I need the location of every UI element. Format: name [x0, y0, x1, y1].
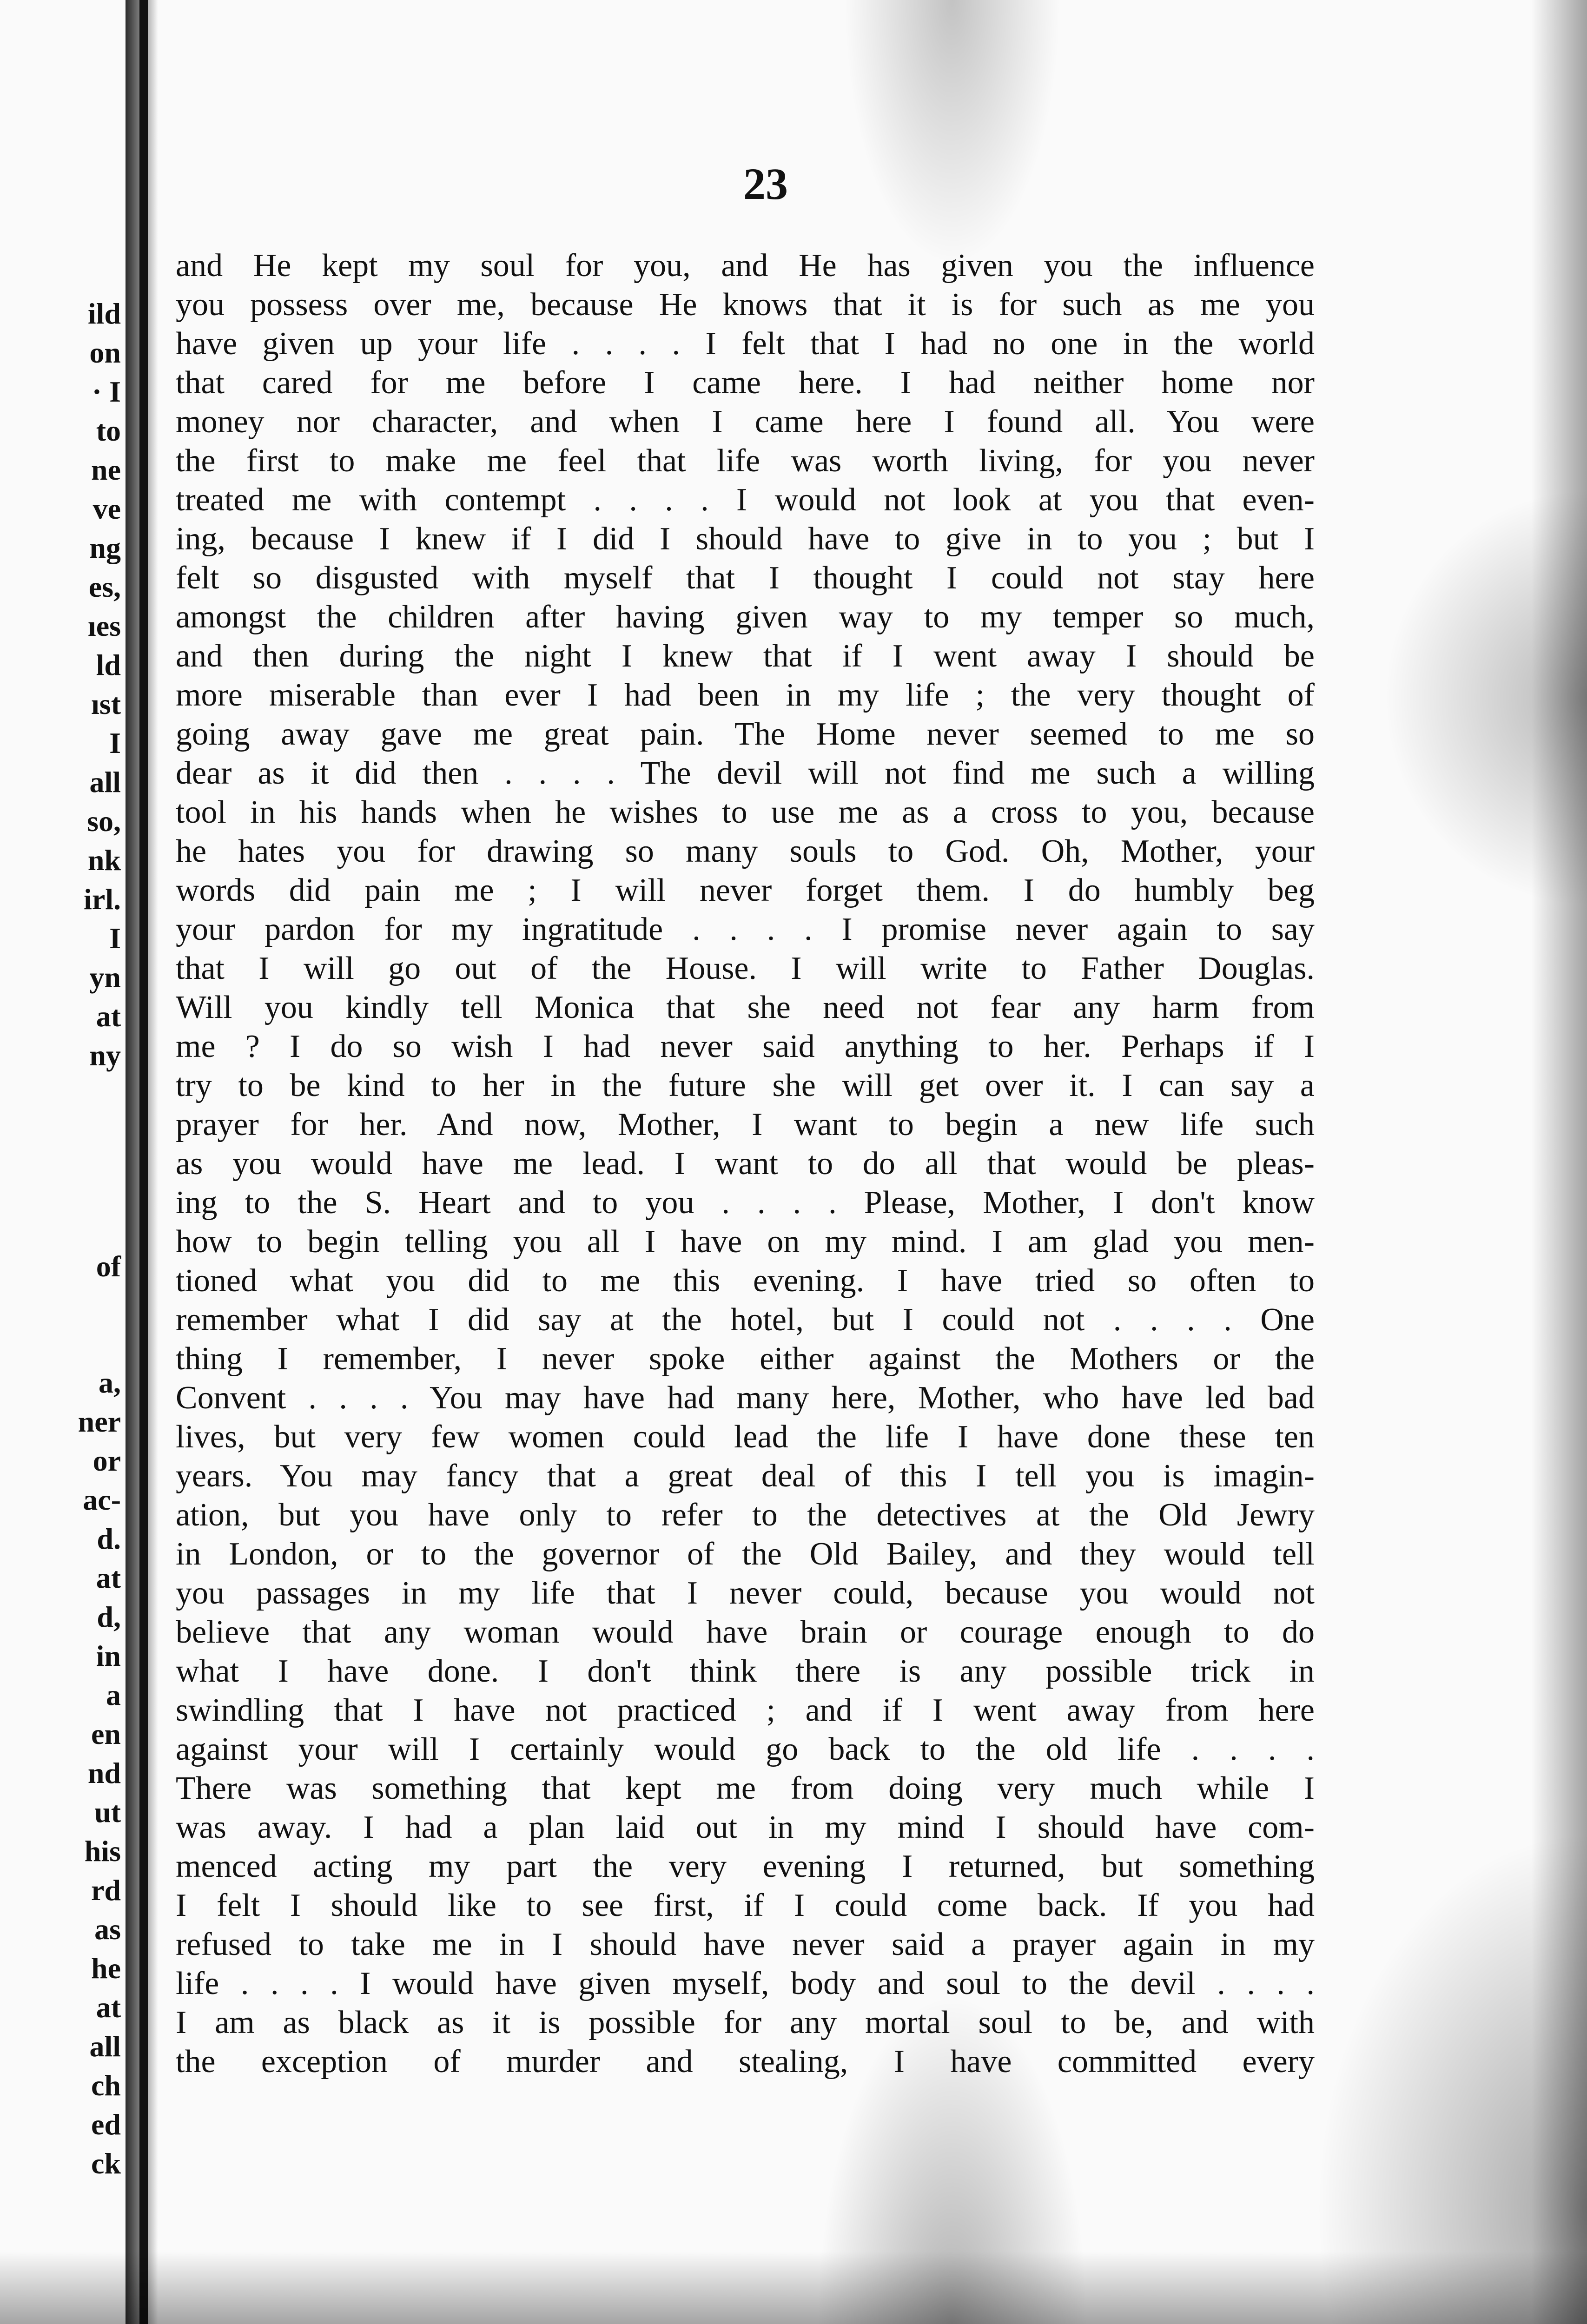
fragment-text: to: [96, 414, 121, 447]
fragment-text: ıst: [91, 687, 121, 720]
fragment-text: ne: [91, 453, 121, 486]
fragment-text: at: [96, 1000, 121, 1033]
fragment-text: rd: [91, 1874, 121, 1907]
fragment-text: ny: [89, 1039, 121, 1072]
fragment-text: ve: [93, 492, 121, 525]
text-line: going away gave me great pain. The Home never seemed to me so: [176, 716, 1315, 752]
text-line: you passages in my life that I never could, because you would not: [176, 1575, 1315, 1611]
body-text: [176, 246, 1315, 2081]
text-line: the exception of murder and stealing, I have committed every: [176, 2044, 1315, 2080]
text-line: thing I remember, I never spoke either against the Mothers or the: [176, 1341, 1315, 1377]
page-number: 23: [743, 159, 788, 209]
page-edge-shadow: [1531, 0, 1587, 2324]
fragment-text: ld: [96, 648, 121, 681]
text-line: against your will I certainly would go back to the old life . . . .: [176, 1731, 1315, 1767]
fragment-text: nk: [87, 844, 121, 877]
text-line: more miserable than ever I had been in my life ; the very thought of: [176, 677, 1315, 713]
fragment-text: a: [106, 1678, 121, 1711]
fragment-text: in: [96, 1639, 121, 1672]
text-line: your pardon for my ingratitude . . . . I promise never again to say: [176, 911, 1315, 947]
text-line: you possess over me, because He knows that it is for such as me you: [176, 287, 1315, 323]
fragment-text: at: [96, 1561, 121, 1594]
text-line: ing, because I knew if I did I should have to give in to you ; but I: [176, 521, 1315, 557]
fragment-text: a,: [99, 1366, 121, 1399]
fragment-text: ner: [78, 1405, 121, 1438]
fragment-text: all: [89, 766, 121, 799]
fragment-text: ng: [89, 531, 121, 564]
text-line: me ? I do so wish I had never said anything to her. Perhaps if I: [176, 1029, 1315, 1064]
fragment-text: ild: [87, 297, 121, 330]
binding-gutter: [139, 0, 148, 2324]
text-line: felt so disgusted with myself that I thought I could not stay here: [176, 560, 1315, 596]
fragment-text: · I: [92, 375, 121, 408]
text-line: amongst the children after having given way to my temper so much,: [176, 599, 1315, 635]
fragment-text: ıes: [87, 609, 121, 642]
text-line: treated me with contempt . . . . I would not look at you that even-: [176, 482, 1315, 518]
text-line: prayer for her. And now, Mother, I want to begin a new life such: [176, 1107, 1315, 1142]
text-line: what I have done. I don't think there is any possible trick in: [176, 1653, 1315, 1689]
text-line: and then during the night I knew that if I went away I should be: [176, 638, 1315, 674]
text-line: life . . . . I would have given myself, body and soul to the devil . . . .: [176, 1966, 1315, 2001]
text-line: I am as black as it is possible for any mortal soul to be, and with: [176, 2005, 1315, 2040]
fragment-text: es,: [88, 570, 121, 603]
fragment-text: d.: [97, 1522, 121, 1555]
fragment-text: so,: [87, 805, 121, 838]
text-line: tool in his hands when he wishes to use me as a cross to you, because: [176, 794, 1315, 830]
fragment-text: ut: [94, 1796, 121, 1829]
fragment-text: ch: [91, 2069, 121, 2102]
fragment-text: irl.: [84, 883, 121, 916]
text-line: that cared for me before I came here. I had neither home nor: [176, 365, 1315, 401]
fragment-text: ed: [91, 2108, 121, 2141]
fragment-text: on: [89, 336, 121, 369]
text-line: There was something that kept me from doing very much while I: [176, 1770, 1315, 1806]
fragment-text: of: [96, 1250, 121, 1283]
fragment-text: as: [94, 1913, 121, 1946]
text-line: refused to take me in I should have never said a prayer again in my: [176, 1927, 1315, 1962]
page-bottom-shadow: [0, 2251, 1587, 2324]
fragment-text: nd: [87, 1756, 121, 1789]
text-line: in London, or to the governor of the Old Bailey, and they would tell: [176, 1536, 1315, 1572]
text-line: have given up your life . . . . I felt that I had no one in the world: [176, 326, 1315, 362]
fragment-text: or: [93, 1444, 121, 1477]
text-line: dear as it did then . . . . The devil will not find me such a willing: [176, 755, 1315, 791]
text-line: ing to the S. Heart and to you . . . . Please, Mother, I don't know: [176, 1185, 1315, 1221]
left-page-fragments: [0, 0, 121, 2324]
text-line: I felt I should like to see first, if I could come back. If you had: [176, 1888, 1315, 1923]
text-line: and He kept my soul for you, and He has given you the influence: [176, 248, 1315, 284]
fragment-text: he: [91, 1952, 121, 1985]
text-line: was away. I had a plan laid out in my mind I should have com-: [176, 1809, 1315, 1845]
fragment-text: ac-: [83, 1483, 121, 1516]
text-line: the first to make me feel that life was worth living, for you never: [176, 443, 1315, 479]
text-line: how to begin telling you all I have on my mind. I am glad you men-: [176, 1224, 1315, 1260]
fragment-text: yn: [89, 961, 121, 994]
fragment-text: I: [109, 726, 121, 759]
text-line: ation, but you have only to refer to the detectives at the Old Jewry: [176, 1497, 1315, 1533]
fragment-text: his: [84, 1835, 121, 1868]
text-line: money nor character, and when I came here I found all. You were: [176, 404, 1315, 440]
text-line: Will you kindly tell Monica that she need not fear any harm from: [176, 990, 1315, 1025]
text-line: remember what I did say at the hotel, but I could not . . . . One: [176, 1302, 1315, 1338]
fragment-text: at: [96, 1991, 121, 2024]
fragment-text: ck: [91, 2147, 121, 2180]
text-line: that I will go out of the House. I will write to Father Douglas.: [176, 951, 1315, 986]
text-line: as you would have me lead. I want to do all that would be pleas-: [176, 1146, 1315, 1182]
text-line: believe that any woman would have brain or courage enough to do: [176, 1614, 1315, 1650]
fragment-text: d,: [97, 1600, 121, 1633]
text-line: tioned what you did to me this evening. I have tried so often to: [176, 1263, 1315, 1299]
text-line: Convent . . . . You may have had many here, Mother, who have led bad: [176, 1380, 1315, 1416]
text-line: menced acting my part the very evening I returned, but something: [176, 1849, 1315, 1884]
fragment-text: I: [109, 922, 121, 955]
text-line: he hates you for drawing so many souls to God. Oh, Mother, your: [176, 833, 1315, 869]
fragment-text: en: [91, 1717, 121, 1750]
text-line: years. You may fancy that a great deal of this I tell you is imagin-: [176, 1458, 1315, 1494]
text-line: try to be kind to her in the future she will get over it. I can say a: [176, 1068, 1315, 1103]
text-line: lives, but very few women could lead the life I have done these ten: [176, 1419, 1315, 1455]
fragment-text: all: [89, 2030, 121, 2063]
text-line: words did pain me ; I will never forget them. I do humbly beg: [176, 872, 1315, 908]
text-line: swindling that I have not practiced ; and if I went away from here: [176, 1692, 1315, 1728]
